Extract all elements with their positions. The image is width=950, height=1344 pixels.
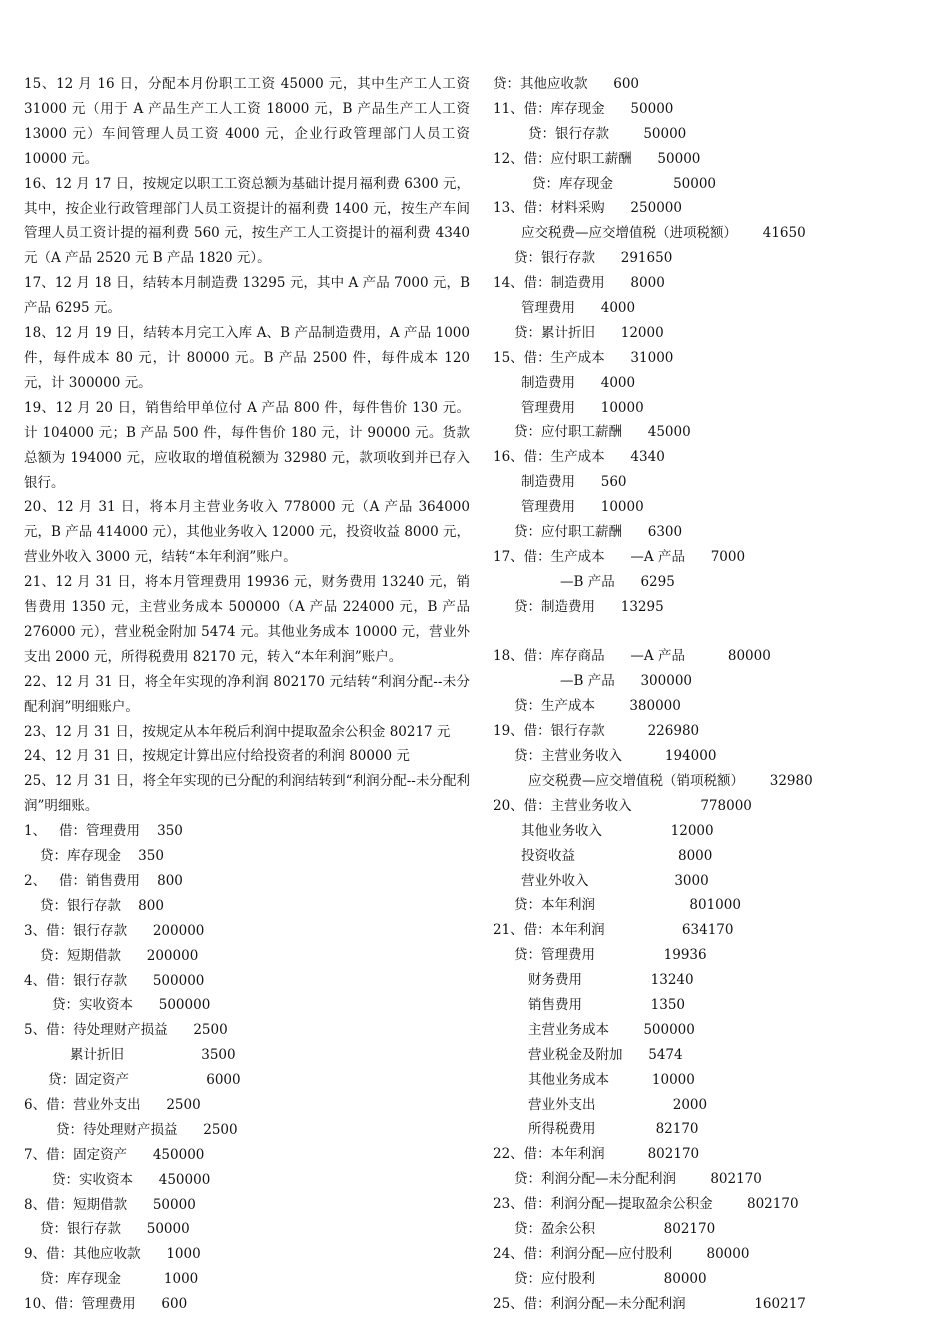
entry-line [493,1043,933,1068]
entry-line [493,246,933,271]
problem-paragraph: 21、12 月 31 日，将本月管理费用 19936 元，财务费用 13240 元，销售费用 1350 元，主营业务成本 500000（A 产品 224000 元，B 产品 276000 元），营业税金附加 5474 元。其他业务成本 10000 元，营业外支出 2000 元，所得税费用 82170 元，转入“本年利润”账户。 [24,574,470,665]
entry-text: 财务费用 13240 [528,972,694,989]
entry-line [493,893,933,918]
entry-line [493,1167,933,1192]
entry-text: 9、借：其他应收款 1000 [24,1246,201,1263]
entry-text: 20、借：主营业务收入 778000 [493,797,752,814]
entry-line [493,1192,933,1217]
entry-line [493,520,933,545]
entry-text: 贷：利润分配—未分配利润 802170 [514,1171,762,1188]
entry-text: 贷：银行存款 50000 [40,1221,190,1238]
entry-text: 21、借：本年利润 634170 [493,922,734,939]
entry-text: 累计折旧 3500 [70,1047,236,1064]
entry-text: 贷：应付职工薪酬 6300 [514,524,683,541]
entry-text: 贷：银行存款 800 [40,897,164,914]
entry-line [493,445,933,470]
entry-line [24,869,470,894]
entry-text: 贷：本年利润 801000 [514,897,741,914]
entry-text: 贷：其他应收款 600 [493,76,640,92]
entry-line [24,919,470,944]
entry-text: 17、借：生产成本 —A 产品 7000 [493,548,746,565]
entry-line [493,1093,933,1118]
entry-line [493,1292,933,1317]
entry-line [24,1292,470,1317]
entry-line [24,1068,470,1093]
entry-text: 营业税金及附加 5474 [528,1046,683,1063]
entry-text: 贷：银行存款 291650 [514,250,673,267]
problem-paragraph: 22、12 月 31 日，将全年实现的净利润 802170 元结转“利润分配--未分配利润”明细账户。 [24,673,470,715]
problem-paragraph: 16、12 月 17 日，按规定以职工工资总额为基础计提月福利费 6300 元，其中，按企业行政管理部门人员工资提计的福利费 1400 元，按生产车间管理人员工资计提的福利费 560 元，按生产工人工资提计的福利费 4340 元（A 产品 2520 元 B 产品 1820 元）。 [24,175,470,267]
entry-text: 其他业务收入 12000 [521,822,714,839]
entry-text: 贷：盈余公积 802170 [514,1220,716,1237]
entry-line [493,1068,933,1093]
entry-text: 贷：固定资产 6000 [48,1072,241,1089]
journal-entries-left [24,819,470,1317]
entry-line [493,122,933,147]
entry-line [493,470,933,495]
entry-line [493,1242,933,1267]
entry-text: 18、借：库存商品 —A 产品 80000 [493,648,771,665]
entry-line [493,296,933,321]
entry-text: 贷：库存现金 50000 [532,175,717,192]
entry-line [493,97,933,122]
entry-line [493,844,933,869]
entry-line [24,894,470,919]
entry-text: 8、借：短期借款 50000 [24,1196,196,1213]
entry-line [24,1267,470,1292]
entry-line [24,1143,470,1168]
entry-text: 贷：库存现金 1000 [40,1271,199,1288]
problem-paragraph: 19、12 月 20 日，销售给甲单位付 A 产品 800 件，每件售价 130 元。计 104000 元；B 产品 500 件，每件售价 180 元，计 90000 元。货款总额为 194000 元，应收取的增值税额为 32980 元，款项收到并已存入银行。 [24,399,470,491]
entry-text: 贷：银行存款 50000 [528,125,687,142]
entry-text: 投资收益 8000 [521,847,713,864]
entry-line [493,694,933,719]
entry-line [493,993,933,1018]
entry-line [24,819,470,844]
entry-line [493,371,933,396]
left-column [24,72,470,1317]
entry-line [24,969,470,994]
journal-entries-right [493,72,933,1317]
entry-text: 3、借：银行存款 200000 [24,922,205,939]
entry-text: 所得税费用 82170 [528,1121,699,1138]
entry-line [493,869,933,894]
entry-line [493,420,933,445]
problem-paragraph: 17、12 月 18 日，结转本月制造费 13295 元，其中 A 产品 7000 元，B 产品 6295 元。 [24,275,470,317]
entry-text: 16、借：生产成本 4340 [493,449,665,466]
entry-line [493,744,933,769]
entry-line [493,968,933,993]
entry-line [493,172,933,197]
problem-list [24,72,470,819]
entry-line [493,221,933,246]
problem-paragraph: 20、12 月 31 日，将本月主营业务收入 778000 元（A 产品 364000 元，B 产品 414000 元），其他业务收入 12000 元，投资收益 8000 元，营业外收入 3000 元，结转“本年利润”账户。 [24,499,470,566]
entry-text: 15、借：生产成本 31000 [493,349,674,366]
entry-line [493,769,933,794]
entry-text: 4、借：银行存款 500000 [24,972,205,989]
entry-line [24,1168,470,1193]
entry-text: 主营业务成本 500000 [528,1021,695,1038]
entry-line [493,1117,933,1142]
entry-text: 10、借：管理费用 600 [24,1296,188,1313]
entry-text: 22、借：本年利润 802170 [493,1146,700,1163]
entry-line [493,943,933,968]
entry-text: 制造费用 4000 [521,374,636,391]
entry-line [24,1217,470,1242]
problem-paragraph: 15、12 月 16 日，分配本月份职工工资 45000 元，其中生产工人工资 31000 元（用于 A 产品生产工人工资 18000 元，B 产品生产工人工资 13000 元）车间管理人员工资 4000 元，企业行政管理部门人员工资 10000 元。 [24,76,470,167]
entry-text: 25、借：利润分配—未分配利润 160217 [493,1295,806,1312]
entry-text: 管理费用 4000 [521,300,636,317]
entry-line [24,1043,470,1068]
entry-text: 其他业务成本 10000 [528,1071,695,1088]
entry-text: 应交税费—应交增值税（销项税额） 32980 [528,772,813,789]
entry-text: 营业外支出 2000 [528,1096,708,1113]
entry-line [493,271,933,296]
entry-text: 管理费用 10000 [521,499,644,516]
entry-text: 贷：主营业务收入 194000 [514,748,717,765]
entry-line [24,1018,470,1043]
entry-text: 23、借：利润分配—提取盈余公积金 802170 [493,1196,799,1213]
entry-text: 贷：实收资本 450000 [52,1171,211,1188]
entry-line [493,644,933,669]
entry-text: 2、 借：销售费用 800 [24,872,183,889]
entry-line [493,719,933,744]
entry-line [493,595,933,620]
entry-line [493,396,933,421]
entry-text: 销售费用 1350 [528,996,686,1013]
entry-line [493,196,933,221]
blank-line [493,620,933,645]
entry-text: 7、借：固定资产 450000 [24,1146,205,1163]
problem-paragraph: 18、12 月 19 日，结转本月完工入库 A、B 产品制造费用，A 产品 1000 件，每件成本 80 元，计 80000 元。B 产品 2500 件，每件成本 120 元，计 300000 元。 [24,325,470,391]
entry-text: 19、借：银行存款 226980 [493,723,700,740]
entry-text: 11、借：库存现金 50000 [493,100,674,117]
entry-text: 贷：实收资本 500000 [52,997,211,1014]
entry-line [493,819,933,844]
entry-text: 6、借：营业外支出 2500 [24,1096,201,1113]
entry-text: 贷：管理费用 19936 [514,947,707,964]
problem-paragraph: 25、12 月 31 日，将全年实现的已分配的利润结转到“利润分配--未分配利润”明细账。 [24,773,470,815]
entry-line [24,944,470,969]
entry-text: 贷：应付股利 80000 [514,1270,707,1287]
entry-text: 贷：生产成本 380000 [514,698,681,715]
entry-text: 13、借：材料采购 250000 [493,200,682,217]
entry-text: 贷：制造费用 13295 [514,598,664,615]
entry-line [24,1193,470,1218]
problem-paragraph: 24、12 月 31 日，按规定计算出应付给投资者的利润 80000 元 [24,748,410,765]
problem-paragraph: 23、12 月 31 日，按规定从本年税后利润中提取盈余公积金 80217 元 [24,723,451,740]
entry-line [493,346,933,371]
entry-line [24,844,470,869]
entry-line [493,72,933,97]
entry-line [24,993,470,1018]
right-column [493,72,933,1317]
entry-text: —B 产品 300000 [560,673,692,690]
entry-text: 1、 借：管理费用 350 [24,823,183,840]
entry-line [493,669,933,694]
entry-text: 制造费用 560 [521,474,627,491]
entry-line [493,1018,933,1043]
entry-text: 14、借：制造费用 8000 [493,275,665,292]
entry-text: —B 产品 6295 [560,573,675,590]
entry-text: 贷：累计折旧 12000 [514,324,664,341]
entry-text: 12、借：应付职工薪酬 50000 [493,150,701,167]
entry-text: 5、借：待处理财产损益 2500 [24,1022,228,1039]
entry-line [24,1118,470,1143]
entry-line [493,570,933,595]
entry-text: 24、借：利润分配—应付股利 80000 [493,1245,750,1262]
entry-text: 贷：库存现金 350 [40,848,164,865]
entry-line [493,321,933,346]
entry-line [493,794,933,819]
entry-line [493,1142,933,1167]
entry-text: 营业外收入 3000 [521,872,709,889]
entry-line [24,1242,470,1267]
entry-line [493,1217,933,1242]
entry-text: 贷：待处理财产损益 2500 [56,1121,238,1138]
entry-line [493,147,933,172]
entry-line [493,1267,933,1292]
entry-line [493,495,933,520]
entry-text: 贷：应付职工薪酬 45000 [514,424,691,441]
entry-text: 管理费用 10000 [521,399,644,416]
entry-text: 贷：短期借款 200000 [40,947,199,964]
entry-line [24,1093,470,1118]
entry-text: 应交税费—应交增值税（进项税额） 41650 [521,225,806,242]
entry-line [493,545,933,570]
entry-line [493,918,933,943]
